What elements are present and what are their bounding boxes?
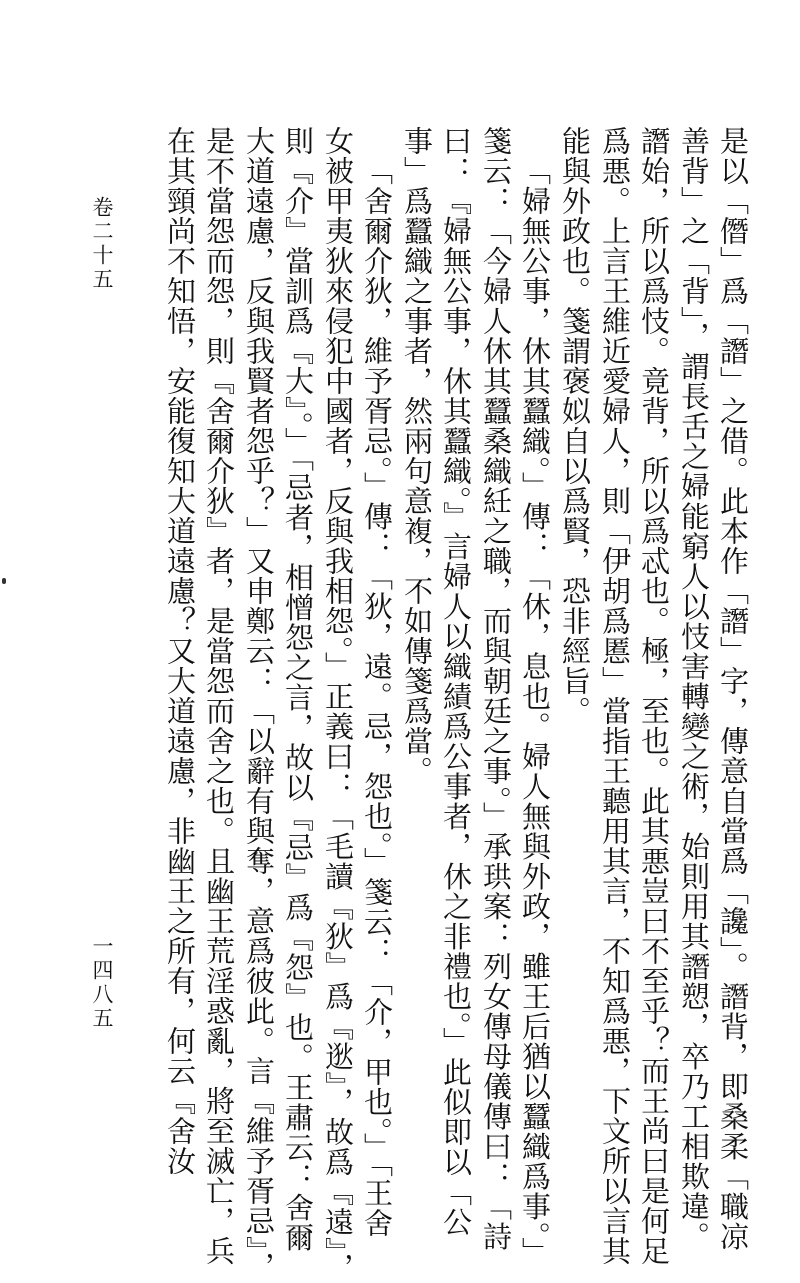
text-column-9: 事」爲蠶織之事者，然兩句意複，不如傳箋爲當。 (400, 126, 434, 786)
scan-mark (2, 578, 6, 584)
juan-label: 卷二十五 (90, 196, 114, 292)
text-column-3: 譖始，所以爲忮。竟背，所以爲忒也。極，至也。此其悪豈曰不至乎？而王尚曰是何足 (637, 126, 671, 1266)
text-column-7: 箋云：「今婦人休其蠶桑織紝之職，而與朝廷之事。」承珙案：列女傳母儀傳曰：「詩 (479, 126, 513, 1252)
text-column-11: 女被甲夷狄來侵犯中國者，反與我相怨。」正義曰：「毛讀『狄』爲『逖』，故爲『遠』， (321, 126, 355, 1283)
text-column-2: 善背」之「背」，謂長舌之婦能窮人以忮害轉變之術，始則用其譖愬，卒乃工相欺違。 (677, 126, 711, 1252)
text-column-1: 是以「僭」爲「譖」之借。此本作「譖」字，傳意自當爲「讒」。譖背，即桑柔「職凉 (716, 126, 750, 1252)
page-number: 一四八五 (90, 935, 114, 1031)
text-column-13: 大道遠慮，反與我賢者怨乎？」又申鄭云：「以辭有與奪，意爲彼此。言『維予胥忌』， (242, 126, 276, 1282)
text-column-15: 在其頸尚不知悟，安能復知大道遠慮？又大道遠慮，非幽王之所有，何云『舍汝 (163, 126, 197, 1176)
text-column-14: 是不當怨而怨，則『舍爾介狄』者，是當怨而舍之也。且幽王荒淫惑亂，將至滅亡，兵 (202, 126, 236, 1266)
text-column-12: 則『介』當訓爲『大』。」「忌者，相憎怨之言，故以『忌』爲『怨』也。王肅云：舍爾 (281, 126, 315, 1253)
text-column-5: 能與外政也。箋謂褒姒自以爲賢，恐非經旨。 (558, 126, 592, 726)
text-column-4: 爲悪。上言王維近愛婦人，則「伊胡爲慝」當指王聽用其言，不知爲悪，下文所以言其 (598, 126, 632, 1266)
text-column-10: 「舍爾介狄，維予胥忌。」傳：「狄，遠。忌，怨也。」箋云：「介，甲也。」「王舍 (360, 156, 394, 1238)
text-column-6: 「婦無公事，休其蠶織。」傳：「休，息也。婦人無與外政，雖王后猶以蠶織爲事。」 (518, 156, 552, 1267)
text-column-8: 曰：『婦無公事，休其蠶織。』言婦人以織績爲公事者，休之非禮也。」此似即以「公 (439, 126, 473, 1237)
